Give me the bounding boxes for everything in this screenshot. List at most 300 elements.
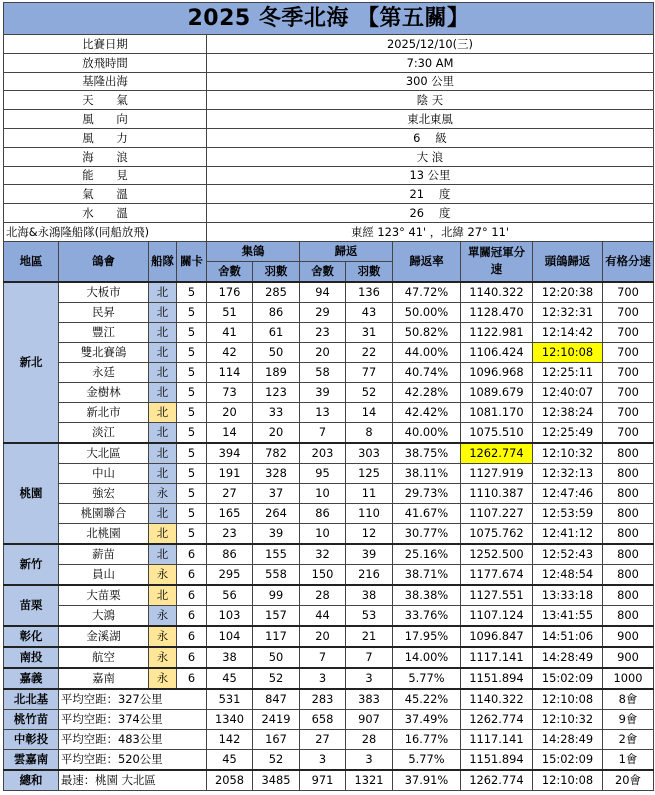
boat-team: 北 xyxy=(149,302,177,322)
value-rs: 29 xyxy=(300,302,346,322)
value-cs: 23 xyxy=(207,523,253,544)
value-rb: 7 xyxy=(346,647,393,668)
value-rate: 40.00% xyxy=(393,422,461,443)
boat-team: 北 xyxy=(149,463,177,483)
boat-team: 北 xyxy=(149,362,177,382)
value-cs: 38 xyxy=(207,647,253,668)
info-row xyxy=(4,110,654,129)
value-rs: 150 xyxy=(300,564,346,585)
boat-team: 北 xyxy=(149,443,177,464)
table-row xyxy=(4,647,654,668)
value-rate: 30.77% xyxy=(393,523,461,544)
first-return: 12:10:08 xyxy=(533,342,603,362)
value-cs: 42 xyxy=(207,342,253,362)
value-rb: 12 xyxy=(346,523,393,544)
boat-team: 北 xyxy=(149,503,177,523)
region-cell: 新竹 xyxy=(4,544,59,585)
info-value: 2025/12/10(三) xyxy=(207,35,654,54)
info-label: 北海&永鴻隆船隊(同船放飛) xyxy=(4,222,207,241)
value-rs: 44 xyxy=(300,605,346,626)
club-name: 豐江 xyxy=(59,322,149,342)
stage: 6 xyxy=(177,544,207,565)
qualifying-speed: 800 xyxy=(603,564,654,585)
qualifying-speed: 700 xyxy=(603,382,654,402)
value-rb: 31 xyxy=(346,322,393,342)
first-return: 13:41:55 xyxy=(533,605,603,626)
value-cs: 45 xyxy=(207,668,253,689)
info-label: 比賽日期 xyxy=(4,35,207,54)
value-cs: 165 xyxy=(207,503,253,523)
value-rs: 20 xyxy=(300,342,346,362)
value-rs: 94 xyxy=(300,282,346,303)
champion-speed: 1127.919 xyxy=(461,463,533,483)
first-return: 12:25:49 xyxy=(533,422,603,443)
summary-rb: 3 xyxy=(346,749,393,770)
stage: 5 xyxy=(177,282,207,303)
club-name: 嘉南 xyxy=(59,668,149,689)
club-name: 北桃園 xyxy=(59,523,149,544)
summary-region: 北北基 xyxy=(4,689,59,710)
value-cb: 264 xyxy=(253,503,300,523)
summary-region: 中彰投 xyxy=(4,729,59,749)
boat-team: 北 xyxy=(149,523,177,544)
club-name: 淡江 xyxy=(59,422,149,443)
boat-team: 北 xyxy=(149,544,177,565)
summary-desc: 平均空距：483公里 xyxy=(59,729,207,749)
champion-speed: 1117.141 xyxy=(461,647,533,668)
champion-speed: 1081.170 xyxy=(461,402,533,422)
total-cb: 3485 xyxy=(253,770,300,791)
info-value: 300 公里 xyxy=(207,72,654,91)
header-collect: 集鴿 xyxy=(207,241,300,261)
value-rate: 38.71% xyxy=(393,564,461,585)
table-row xyxy=(4,302,654,322)
value-rate: 38.75% xyxy=(393,443,461,464)
value-cb: 328 xyxy=(253,463,300,483)
champion-speed: 1128.470 xyxy=(461,302,533,322)
summary-speed: 1262.774 xyxy=(461,709,533,729)
summary-rb: 28 xyxy=(346,729,393,749)
info-value: 21 度 xyxy=(207,185,654,204)
summary-cb: 167 xyxy=(253,729,300,749)
value-rate: 40.74% xyxy=(393,362,461,382)
value-rate: 29.73% xyxy=(393,483,461,503)
value-rb: 216 xyxy=(346,564,393,585)
summary-desc: 平均空距：374公里 xyxy=(59,709,207,729)
first-return: 12:48:54 xyxy=(533,564,603,585)
region-cell: 嘉義 xyxy=(4,668,59,689)
qualifying-speed: 800 xyxy=(603,544,654,565)
region-cell: 苗栗 xyxy=(4,585,59,626)
table-row xyxy=(4,382,654,402)
stage: 5 xyxy=(177,463,207,483)
qualifying-speed: 700 xyxy=(603,422,654,443)
champion-speed: 1177.674 xyxy=(461,564,533,585)
first-return: 12:32:31 xyxy=(533,302,603,322)
header-birds: 羽數 xyxy=(346,261,393,282)
champion-speed: 1122.981 xyxy=(461,322,533,342)
summary-cb: 847 xyxy=(253,689,300,710)
value-rate: 50.82% xyxy=(393,322,461,342)
value-cs: 27 xyxy=(207,483,253,503)
table-row xyxy=(4,322,654,342)
champion-speed: 1262.774 xyxy=(461,443,533,464)
value-rb: 303 xyxy=(346,443,393,464)
club-name: 航空 xyxy=(59,647,149,668)
club-name: 永廷 xyxy=(59,362,149,382)
value-cs: 176 xyxy=(207,282,253,303)
qualifying-speed: 900 xyxy=(603,626,654,647)
summary-row xyxy=(4,689,654,710)
info-row xyxy=(4,72,654,91)
info-row xyxy=(4,185,654,204)
first-return: 12:25:11 xyxy=(533,362,603,382)
value-rs: 86 xyxy=(300,503,346,523)
stage: 5 xyxy=(177,443,207,464)
region-cell: 桃園 xyxy=(4,443,59,544)
summary-cs: 45 xyxy=(207,749,253,770)
summary-rate: 16.77% xyxy=(393,729,461,749)
value-cb: 123 xyxy=(253,382,300,402)
info-value: 13 公里 xyxy=(207,166,654,185)
value-rb: 110 xyxy=(346,503,393,523)
champion-speed: 1110.387 xyxy=(461,483,533,503)
table-row xyxy=(4,626,654,647)
summary-desc: 平均空距：327公里 xyxy=(59,689,207,710)
summary-first: 12:10:32 xyxy=(533,709,603,729)
header-qual: 有格分速 xyxy=(603,241,654,282)
stage: 6 xyxy=(177,564,207,585)
value-rate: 17.95% xyxy=(393,626,461,647)
qualifying-speed: 700 xyxy=(603,402,654,422)
stage: 5 xyxy=(177,422,207,443)
stage: 5 xyxy=(177,523,207,544)
total-row xyxy=(4,770,654,791)
value-rs: 10 xyxy=(300,483,346,503)
qualifying-speed: 700 xyxy=(603,302,654,322)
summary-qual: 8會 xyxy=(603,689,654,710)
info-label: 風 向 xyxy=(4,110,207,129)
qualifying-speed: 800 xyxy=(603,483,654,503)
qualifying-speed: 700 xyxy=(603,282,654,303)
boat-team: 永 xyxy=(149,668,177,689)
header-boat: 船隊 xyxy=(149,241,177,282)
boat-team: 北 xyxy=(149,382,177,402)
qualifying-speed: 800 xyxy=(603,585,654,606)
info-label: 氣 溫 xyxy=(4,185,207,204)
champion-speed: 1075.510 xyxy=(461,422,533,443)
value-rs: 58 xyxy=(300,362,346,382)
summary-rs: 658 xyxy=(300,709,346,729)
summary-speed: 1117.141 xyxy=(461,729,533,749)
stage: 5 xyxy=(177,483,207,503)
total-rb: 1321 xyxy=(346,770,393,791)
summary-qual: 9會 xyxy=(603,709,654,729)
summary-qual: 1會 xyxy=(603,749,654,770)
value-cb: 782 xyxy=(253,443,300,464)
total-desc: 最速：桃園 大北區 xyxy=(59,770,207,791)
first-return: 12:32:13 xyxy=(533,463,603,483)
total-qual: 20會 xyxy=(603,770,654,791)
stage: 5 xyxy=(177,503,207,523)
first-return: 12:53:59 xyxy=(533,503,603,523)
region-cell: 彰化 xyxy=(4,626,59,647)
value-rs: 95 xyxy=(300,463,346,483)
header-first: 頭鴿歸返 xyxy=(533,241,603,282)
value-rs: 39 xyxy=(300,382,346,402)
value-rb: 52 xyxy=(346,382,393,402)
table-row xyxy=(4,422,654,443)
value-rb: 43 xyxy=(346,302,393,322)
table-row xyxy=(4,668,654,689)
value-cb: 285 xyxy=(253,282,300,303)
value-rate: 41.67% xyxy=(393,503,461,523)
summary-rs: 27 xyxy=(300,729,346,749)
champion-speed: 1089.679 xyxy=(461,382,533,402)
info-value: 6 級 xyxy=(207,128,654,147)
stage: 6 xyxy=(177,626,207,647)
info-row xyxy=(4,35,654,54)
value-rs: 32 xyxy=(300,544,346,565)
champion-speed: 1096.847 xyxy=(461,626,533,647)
boat-team: 北 xyxy=(149,342,177,362)
summary-cs: 142 xyxy=(207,729,253,749)
header-sheds: 舍數 xyxy=(300,261,346,282)
info-row xyxy=(4,166,654,185)
table-row xyxy=(4,282,654,303)
table-row xyxy=(4,605,654,626)
summary-cs: 1340 xyxy=(207,709,253,729)
value-rb: 3 xyxy=(346,668,393,689)
stage: 6 xyxy=(177,668,207,689)
stage: 5 xyxy=(177,342,207,362)
value-cs: 56 xyxy=(207,585,253,606)
value-cs: 114 xyxy=(207,362,253,382)
club-name: 大板市 xyxy=(59,282,149,303)
table-row xyxy=(4,523,654,544)
club-name: 大鴻 xyxy=(59,605,149,626)
value-cs: 191 xyxy=(207,463,253,483)
table-row xyxy=(4,564,654,585)
champion-speed: 1151.894 xyxy=(461,668,533,689)
value-cs: 14 xyxy=(207,422,253,443)
info-row xyxy=(4,91,654,110)
info-label: 水 溫 xyxy=(4,204,207,223)
value-rb: 11 xyxy=(346,483,393,503)
region-cell: 南投 xyxy=(4,647,59,668)
value-rate: 38.38% xyxy=(393,585,461,606)
value-cb: 50 xyxy=(253,342,300,362)
boat-team: 永 xyxy=(149,564,177,585)
value-cb: 50 xyxy=(253,647,300,668)
race-results-table xyxy=(3,2,654,791)
stage: 5 xyxy=(177,402,207,422)
value-cs: 394 xyxy=(207,443,253,464)
header-rate: 歸返率 xyxy=(393,241,461,282)
club-name: 員山 xyxy=(59,564,149,585)
total-rs: 971 xyxy=(300,770,346,791)
value-rb: 8 xyxy=(346,422,393,443)
summary-rate: 37.49% xyxy=(393,709,461,729)
value-cb: 37 xyxy=(253,483,300,503)
info-label: 放飛時間 xyxy=(4,53,207,72)
header-speed: 單關冠軍分速 xyxy=(461,241,533,282)
info-row xyxy=(4,204,654,223)
value-rate: 25.16% xyxy=(393,544,461,565)
stage: 6 xyxy=(177,585,207,606)
summary-row xyxy=(4,749,654,770)
club-name: 金樹林 xyxy=(59,382,149,402)
value-cb: 155 xyxy=(253,544,300,565)
club-name: 民昇 xyxy=(59,302,149,322)
qualifying-speed: 700 xyxy=(603,342,654,362)
qualifying-speed: 1000 xyxy=(603,668,654,689)
value-cb: 20 xyxy=(253,422,300,443)
region-cell: 新北 xyxy=(4,282,59,443)
info-label: 風 力 xyxy=(4,128,207,147)
summary-cb: 52 xyxy=(253,749,300,770)
stage: 6 xyxy=(177,605,207,626)
summary-desc: 平均空距：520公里 xyxy=(59,749,207,770)
boat-team: 永 xyxy=(149,605,177,626)
value-cs: 104 xyxy=(207,626,253,647)
club-name: 大北區 xyxy=(59,443,149,464)
first-return: 12:41:12 xyxy=(533,523,603,544)
champion-speed: 1107.227 xyxy=(461,503,533,523)
summary-rs: 283 xyxy=(300,689,346,710)
table-row xyxy=(4,342,654,362)
first-return: 12:52:43 xyxy=(533,544,603,565)
total-speed: 1262.774 xyxy=(461,770,533,791)
header-sheds: 舍數 xyxy=(207,261,253,282)
qualifying-speed: 700 xyxy=(603,362,654,382)
summary-rate: 45.22% xyxy=(393,689,461,710)
info-value: 東北東風 xyxy=(207,110,654,129)
value-rs: 203 xyxy=(300,443,346,464)
header-birds: 羽數 xyxy=(253,261,300,282)
value-cb: 39 xyxy=(253,523,300,544)
boat-team: 永 xyxy=(149,626,177,647)
value-cb: 189 xyxy=(253,362,300,382)
table-row xyxy=(4,503,654,523)
info-row xyxy=(4,147,654,166)
champion-speed: 1140.322 xyxy=(461,282,533,303)
info-label: 海 浪 xyxy=(4,147,207,166)
champion-speed: 1106.424 xyxy=(461,342,533,362)
club-name: 雙北賽鴿 xyxy=(59,342,149,362)
champion-speed: 1075.762 xyxy=(461,523,533,544)
value-rb: 21 xyxy=(346,626,393,647)
summary-first: 12:10:08 xyxy=(533,689,603,710)
info-row xyxy=(4,128,654,147)
boat-team: 永 xyxy=(149,483,177,503)
value-rs: 28 xyxy=(300,585,346,606)
table-row xyxy=(4,362,654,382)
summary-rb: 907 xyxy=(346,709,393,729)
value-rate: 42.42% xyxy=(393,402,461,422)
summary-row xyxy=(4,729,654,749)
summary-row xyxy=(4,709,654,729)
info-value: 7:30 AM xyxy=(207,53,654,72)
value-rs: 10 xyxy=(300,523,346,544)
first-return: 15:02:09 xyxy=(533,668,603,689)
total-region: 總和 xyxy=(4,770,59,791)
value-cs: 73 xyxy=(207,382,253,402)
value-cb: 86 xyxy=(253,302,300,322)
summary-region: 桃竹苗 xyxy=(4,709,59,729)
value-cs: 295 xyxy=(207,564,253,585)
header-return: 歸返 xyxy=(300,241,393,261)
summary-speed: 1140.322 xyxy=(461,689,533,710)
club-name: 薪苗 xyxy=(59,544,149,565)
value-cs: 103 xyxy=(207,605,253,626)
info-row xyxy=(4,222,654,241)
club-name: 金溪湖 xyxy=(59,626,149,647)
header-club: 鴿會 xyxy=(59,241,149,282)
table-row xyxy=(4,483,654,503)
total-first: 12:10:08 xyxy=(533,770,603,791)
club-name: 大苗栗 xyxy=(59,585,149,606)
first-return: 14:51:06 xyxy=(533,626,603,647)
value-cb: 99 xyxy=(253,585,300,606)
summary-rate: 5.77% xyxy=(393,749,461,770)
stage: 5 xyxy=(177,362,207,382)
summary-cs: 531 xyxy=(207,689,253,710)
qualifying-speed: 900 xyxy=(603,647,654,668)
value-rb: 38 xyxy=(346,585,393,606)
header-row xyxy=(4,241,654,261)
value-rate: 44.00% xyxy=(393,342,461,362)
summary-region: 雲嘉南 xyxy=(4,749,59,770)
value-rb: 14 xyxy=(346,402,393,422)
first-return: 14:28:49 xyxy=(533,647,603,668)
summary-qual: 2會 xyxy=(603,729,654,749)
value-cs: 20 xyxy=(207,402,253,422)
results-sheet xyxy=(3,2,653,791)
value-rs: 3 xyxy=(300,668,346,689)
value-rb: 39 xyxy=(346,544,393,565)
info-label: 基隆出海 xyxy=(4,72,207,91)
table-row xyxy=(4,544,654,565)
first-return: 12:10:32 xyxy=(533,443,603,464)
stage: 5 xyxy=(177,302,207,322)
value-cs: 86 xyxy=(207,544,253,565)
boat-team: 北 xyxy=(149,585,177,606)
info-value: 陰 天 xyxy=(207,91,654,110)
value-cb: 52 xyxy=(253,668,300,689)
value-rb: 77 xyxy=(346,362,393,382)
qualifying-speed: 800 xyxy=(603,503,654,523)
stage: 6 xyxy=(177,647,207,668)
value-rate: 42.28% xyxy=(393,382,461,402)
value-rs: 20 xyxy=(300,626,346,647)
club-name: 強宏 xyxy=(59,483,149,503)
boat-team: 北 xyxy=(149,422,177,443)
value-rate: 14.00% xyxy=(393,647,461,668)
summary-rs: 3 xyxy=(300,749,346,770)
summary-first: 14:28:49 xyxy=(533,729,603,749)
info-value: 大 浪 xyxy=(207,147,654,166)
first-return: 12:20:38 xyxy=(533,282,603,303)
value-cs: 51 xyxy=(207,302,253,322)
value-rb: 53 xyxy=(346,605,393,626)
value-cs: 41 xyxy=(207,322,253,342)
boat-team: 永 xyxy=(149,647,177,668)
value-rb: 136 xyxy=(346,282,393,303)
first-return: 12:47:46 xyxy=(533,483,603,503)
stage: 5 xyxy=(177,382,207,402)
value-rb: 125 xyxy=(346,463,393,483)
